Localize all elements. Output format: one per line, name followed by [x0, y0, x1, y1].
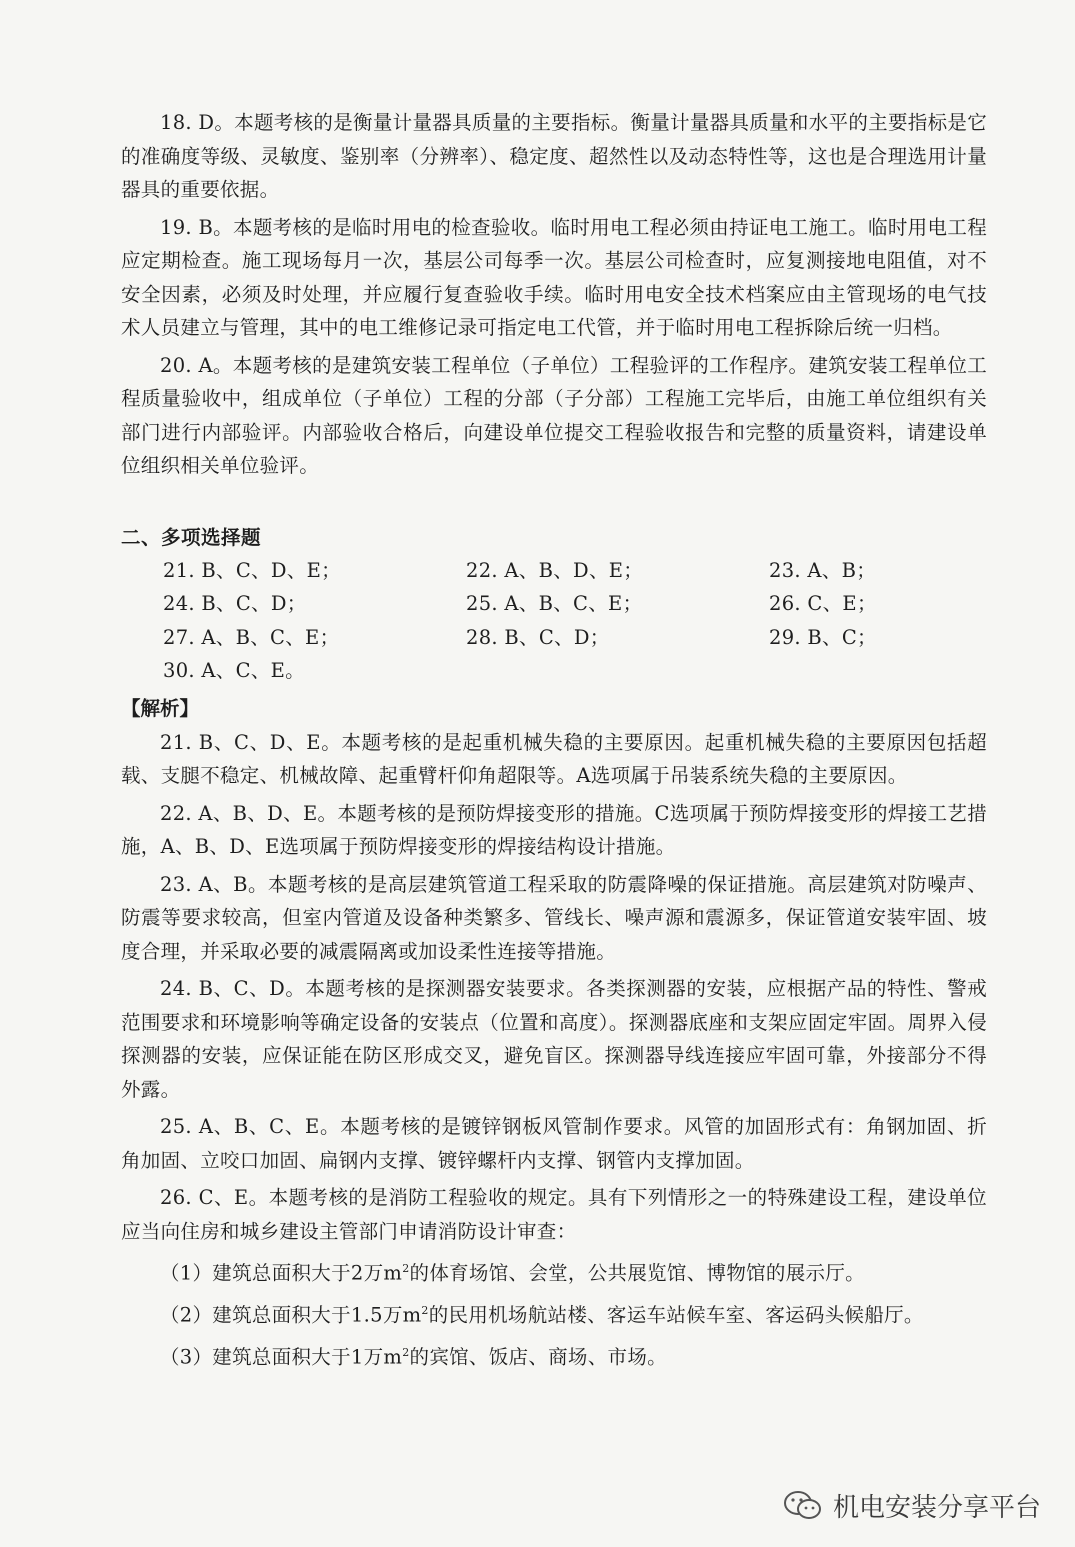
analysis-24: 24. B、C、D。本题考核的是探测器安装要求。各类探测器的安装，应根据产品的特性、警戒范围要求和环境影响等确定设备的安装点（位置和高度）。探测器底座和支架应固定牢固。周界入侵探测器的安装，应保证能在防区形成交叉，避免盲区。探测器导线连接应牢固可靠，外接部分不得外露。	[121, 977, 987, 1101]
watermark-text: 机电安装分享平台	[832, 1493, 1041, 1523]
answer-item: 29. B、C；	[769, 625, 877, 649]
condition-2	[121, 1294, 987, 1332]
analysis-23: 23. A、B。本题考核的是高层建筑管道工程采取的防震降噪的保证措施。高层建筑对防噪声、防震等要求较高，但室内管道及设备种类繁多、管线长、噪声源和震源多，保证管道安装牢固、坡度合理，并采取必要的减震隔离或加设柔性连接等措施。	[121, 872, 987, 963]
superscript: 2	[402, 1262, 410, 1275]
answer-explanation-20: 20. A。本题考核的是建筑安装工程单位（子单位）工程验评的工作程序。建筑安装工程单位工程质量验收中，组成单位（子单位）工程的分部（子分部）工程施工完毕后，由施工单位组织有关部门进行内部验评。内部验收合格后，向建设单位提交工程验收报告和完整的质量资料，请建设单位组织相关单位验评。	[121, 353, 987, 477]
answer-item: 25. A、B、C、E；	[466, 592, 643, 615]
answer-item: 22. A、B、D、E；	[466, 558, 644, 582]
answer-item: 28. B、C、D；	[466, 625, 610, 649]
analysis-25: 25. A、B、C、E。本题考核的是镀锌钢板风管制作要求。风管的加固形式有：角钢加固、折角加固、立咬口加固、扁钢内支撑、镀锌螺杆内支撑、钢管内支撑加固。	[121, 1115, 987, 1172]
answer-item: 30. A、C、E。	[163, 659, 305, 682]
answer-explanation-18: 18. D。本题考核的是衡量计量器具质量的主要指标。衡量计量器具质量和水平的主要指标是它的准确度等级、灵敏度、鉴别率（分辨率）、稳定度、超然性以及动态特性等，这也是合理选用计量器具的重要依据。	[121, 111, 987, 201]
answer-item: 27. A、B、C、E；	[163, 625, 340, 649]
superscript: 2	[402, 1346, 410, 1359]
watermark	[783, 1487, 1041, 1524]
superscript: 2	[421, 1304, 429, 1317]
condition-2-part-a: （2）建筑总面积大于1.5万m	[160, 1303, 422, 1327]
section-heading: 二、多项选择题	[121, 525, 262, 549]
condition-1	[121, 1252, 987, 1290]
analysis-21: 21. B、C、D、E。本题考核的是起重机械失稳的主要原因。起重机械失稳的主要原因包括超载、支腿不稳定、机械故障、起重臂杆仰角超限等。A选项属于吊装系统失稳的主要原因。	[121, 730, 987, 787]
condition-1-part-a: （1）建筑总面积大于2万m	[160, 1261, 403, 1285]
analysis-label: 【解析】	[121, 696, 200, 720]
answer-grid	[121, 554, 987, 688]
condition-2-part-b: 的民用机场航站楼、客运车站候车室、客运码头候船厅。	[428, 1303, 924, 1327]
answer-item: 26. C、E；	[769, 592, 877, 615]
condition-1-part-b: 的体育场馆、会堂，公共展览馆、博物馆的展示厅。	[409, 1261, 865, 1285]
page-content	[121, 106, 987, 1374]
condition-3-part-a: （3）建筑总面积大于1万m	[160, 1345, 403, 1369]
answer-item: 23. A、B；	[769, 558, 877, 582]
answer-item: 21. B、C、D、E；	[163, 558, 341, 582]
answer-item: 24. B、C、D；	[163, 592, 307, 615]
answer-explanation-19: 19. B。本题考核的是临时用电的检查验收。临时用电工程必须由持证电工施工。临时用电工程应定期检查。施工现场每月一次，基层公司每季一次。基层公司检查时，应复测接地电阻值，对不安全因素，必须及时处理，并应履行复查验收手续。临时用电安全技术档案应由主管现场的电气技术人员建立与管理，其中的电工维修记录可指定电工代管，并于临时用电工程拆除后统一归档。	[121, 215, 987, 339]
analysis-22: 22. A、B、D、E。本题考核的是预防焊接变形的措施。C选项属于预防焊接变形的焊接工艺措施，A、B、D、E选项属于预防焊接变形的焊接结构设计措施。	[121, 801, 987, 858]
analysis-26: 26. C、E。本题考核的是消防工程验收的规定。具有下列情形之一的特殊建设工程，建设单位应当向住房和城乡建设主管部门申请消防设计审查：	[121, 1186, 987, 1243]
condition-3	[121, 1336, 987, 1374]
condition-3-part-b: 的宾馆、饭店、商场、市场。	[409, 1345, 667, 1369]
wechat-icon	[783, 1489, 823, 1523]
